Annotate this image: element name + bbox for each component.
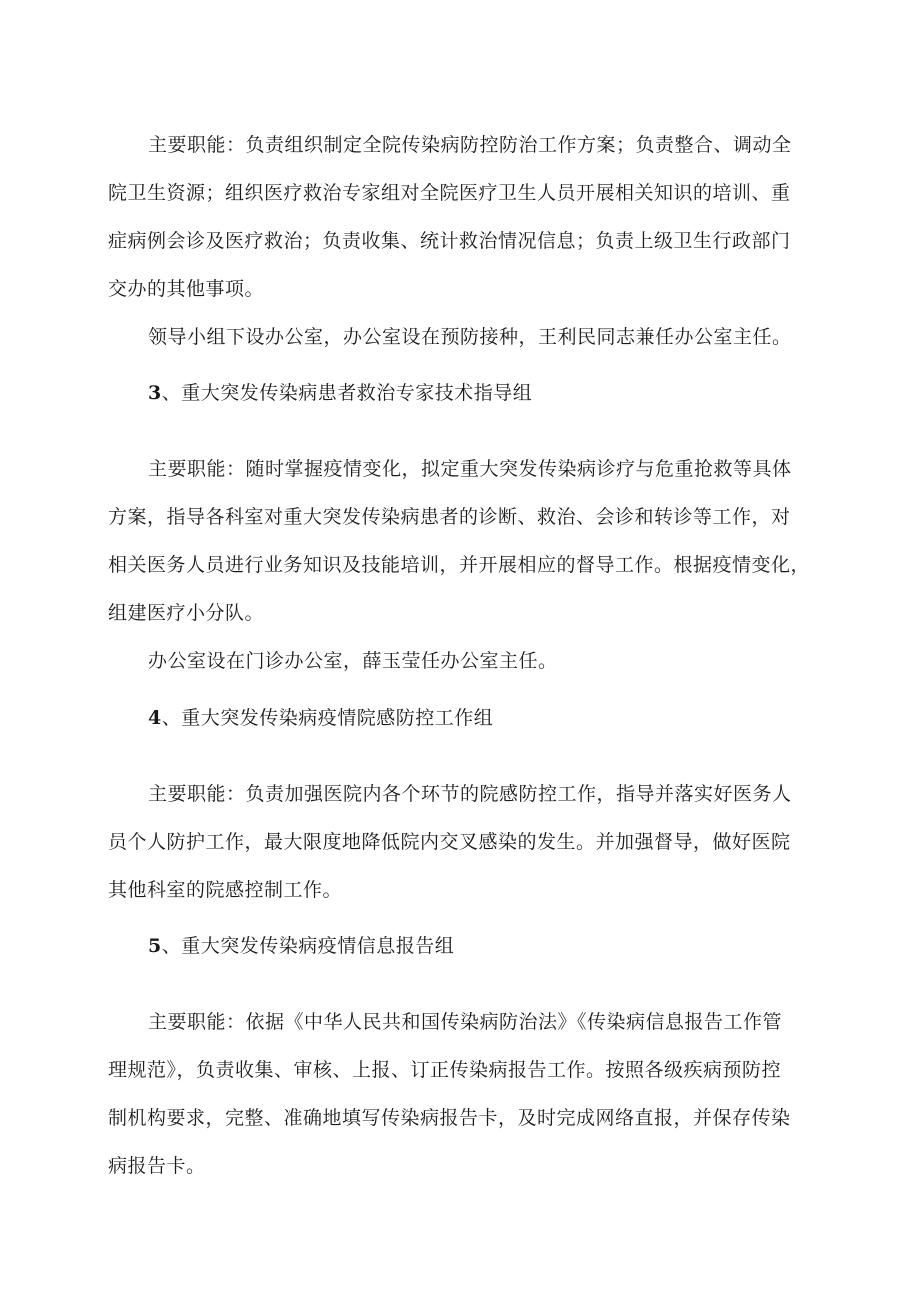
paragraph-main-duties-infection-control [108,770,814,914]
text-line: 主要职能：负责组织制定全院传染病防控防治工作方案；负责整合、调动全 [148,134,792,156]
text-line: 办公室设在门诊办公室，薛玉莹任办公室主任。 [148,650,558,672]
text-line: 主要职能：依据《中华人民共和国传染病防治法》《传染病信息报告工作管 [148,1011,783,1033]
text-line: 主要职能：随时掌握疫情变化，拟定重大突发传染病诊疗与危重抢救等具体 [148,458,792,480]
text-line: 员个人防护工作，最大限度地降低院内交叉感染的发生。并加强督导，做好医院 [108,831,791,853]
text-line: 主要职能：负责加强医院内各个环节的院感防控工作，指导并落实好医务人 [148,783,792,805]
text-line: 理规范》，负责收集、审核、上报、订正传染病报告工作。按照各级疾病预防控 [108,1059,782,1081]
paragraph-outpatient-office [108,637,814,685]
section-number: 3 [148,382,162,404]
text-line: 病报告卡。 [108,1155,206,1177]
text-line: 相关医务人员进行业务知识及技能培训，并开展相应的督导工作。根据疫情变化， [108,554,811,576]
section-heading-3 [148,369,814,417]
section-number: 5 [148,935,162,957]
text-line: 领导小组下设办公室，办公室设在预防接种，王利民同志兼任办公室主任。 [148,326,792,348]
paragraph-main-duties-expert-group [108,445,814,637]
section-heading-5 [148,922,814,970]
text-line: 方案，指导各科室对重大突发传染病患者的诊断、救治、会诊和转诊等工作，对 [108,506,791,528]
paragraph-main-duties-leadership [108,121,814,313]
text-line: 组建医疗小分队。 [108,602,265,624]
text-line: 院卫生资源；组织医疗救治专家组对全院医疗卫生人员开展相关知识的培训、重 [108,182,791,204]
text-line: 交办的其他事项。 [108,278,265,300]
section-title: 、重大突发传染病疫情院感防控工作组 [161,707,494,729]
text-line: 制机构要求，完整、准确地填写传染病报告卡，及时完成网络直报，并保存传染 [108,1107,791,1129]
text-line: 症病例会诊及医疗救治；负责收集、统计救治情况信息；负责上级卫生行政部门 [108,230,791,252]
section-title: 、重大突发传染病疫情信息报告组 [161,935,455,957]
paragraph-main-duties-info-report [108,998,814,1190]
paragraph-office-setup [108,313,814,361]
section-number: 4 [148,707,162,729]
text-line: 其他科室的院感控制工作。 [108,879,343,901]
section-title: 、重大突发传染病患者救治专家技术指导组 [161,382,533,404]
section-heading-4 [148,694,814,742]
